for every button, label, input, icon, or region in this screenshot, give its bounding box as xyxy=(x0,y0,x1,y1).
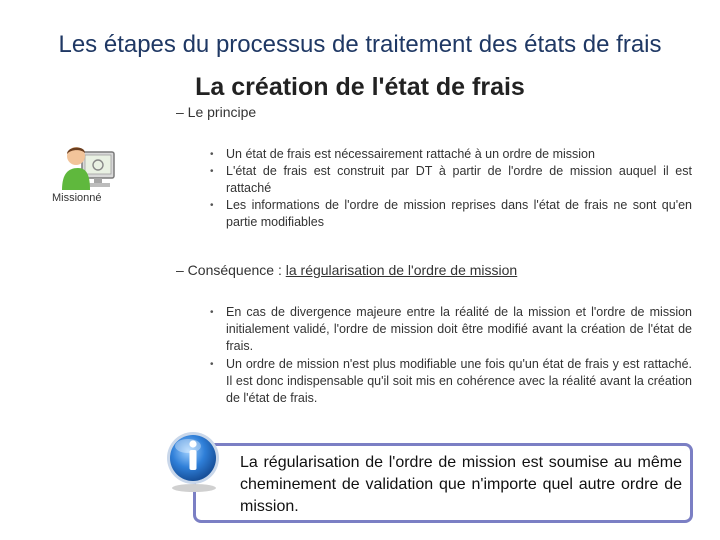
consequence-prefix: – Conséquence : xyxy=(176,262,286,278)
principe-bullet-list xyxy=(208,146,692,231)
bullet-dot: • xyxy=(210,359,214,370)
callout-text: La régularisation de l'ordre de mission est soumise au même cheminement de validation que n'importe quel autre ordre de mission. xyxy=(240,454,682,515)
slide-title: Les étapes du processus de traitement des états de frais xyxy=(58,31,662,58)
consequence-underlined: la régularisation de l'ordre de mission xyxy=(285,262,518,278)
info-icon xyxy=(160,428,226,494)
list-item: • Les informations de l'ordre de mission reprises dans l'état de frais ne sont qu'en partie modifiables xyxy=(210,198,692,229)
slide-subtitle: La création de l'état de frais xyxy=(195,73,525,101)
list-item: • En cas de divergence majeure entre la réalité de la mission et l'ordre de mission initialement validé, l'ordre de mission doit être modifié avant la création de l'état de frais. xyxy=(210,305,692,353)
list-item: • L'état de frais est construit par DT à partir de l'ordre de mission auquel il est rattaché xyxy=(210,164,692,195)
bullet-dot: • xyxy=(210,307,214,318)
section-consequence xyxy=(176,262,517,278)
bullet-dot: • xyxy=(210,200,214,211)
bullet-dot: • xyxy=(210,166,214,177)
section-principe: – Le principe xyxy=(176,104,257,120)
bullet-dot: • xyxy=(210,149,214,160)
person-at-computer-icon xyxy=(56,138,120,192)
list-item: • Un ordre de mission n'est plus modifiable une fois qu'un état de frais y est rattaché. Il est donc indispensable qu'il soit mis en cohérence avec la réalité avant la création de l'état de frais. xyxy=(210,357,692,405)
list-item: • Un état de frais est nécessairement rattaché à un ordre de mission xyxy=(210,147,595,161)
missionne-label: Missionné xyxy=(52,192,102,204)
consequence-bullet-list xyxy=(208,304,692,407)
